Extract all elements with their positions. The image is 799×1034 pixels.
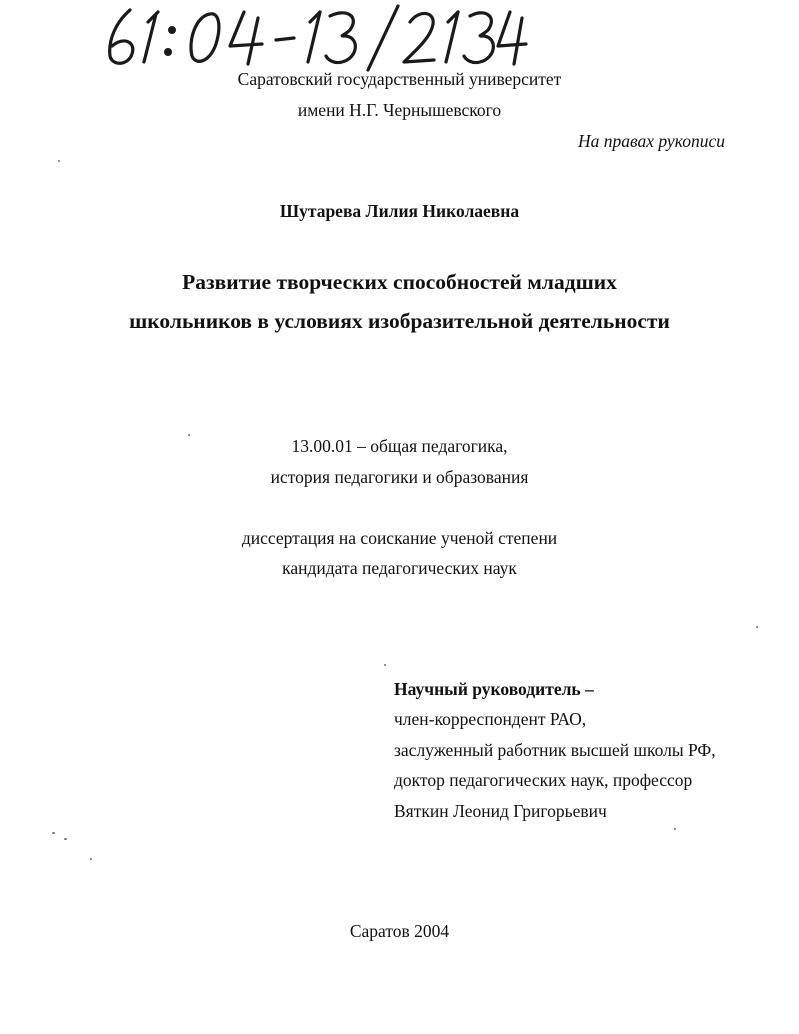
- degree-line-2: кандидата педагогических наук: [282, 558, 517, 578]
- thesis-title-line-2: школьников в условиях изобразительной деятельности: [129, 309, 670, 333]
- scan-speck: [756, 626, 758, 628]
- specialty-line-1: 13.00.01 – общая педагогика,: [291, 436, 508, 456]
- scan-speck: [52, 832, 55, 834]
- thesis-title-line-1: Развитие творческих способностей младших: [182, 270, 617, 294]
- scan-speck: [58, 160, 60, 162]
- supervisor-line-3: доктор педагогических наук, профессор: [394, 770, 693, 790]
- manuscript-note: На правах рукописи: [578, 131, 725, 151]
- scan-speck: [674, 828, 676, 830]
- handwritten-code-drawing: [98, 0, 528, 72]
- place-year: Саратов 2004: [349, 921, 450, 941]
- scan-speck: [90, 858, 92, 860]
- handwritten-archive-code: [98, 0, 528, 72]
- author-name: Шутарева Лилия Николаевна: [279, 201, 520, 221]
- specialty-line-2: история педагогики и образования: [270, 467, 529, 487]
- degree-line-1: диссертация на соискание ученой степени: [241, 528, 558, 548]
- supervisor-line-1: член-корреспондент РАО,: [394, 709, 587, 729]
- scan-speck: [188, 434, 190, 436]
- institution-line-2: имени Н.Г. Чернышевского: [297, 100, 502, 120]
- supervisor-line-2: заслуженный работник высшей школы РФ,: [394, 740, 716, 760]
- supervisor-name: Вяткин Леонид Григорьевич: [394, 801, 607, 821]
- institution-line-1: Саратовский государственный университет: [237, 69, 562, 89]
- supervisor-heading: Научный руководитель –: [394, 679, 594, 699]
- scan-speck: [384, 664, 386, 666]
- scan-speck: [64, 838, 67, 840]
